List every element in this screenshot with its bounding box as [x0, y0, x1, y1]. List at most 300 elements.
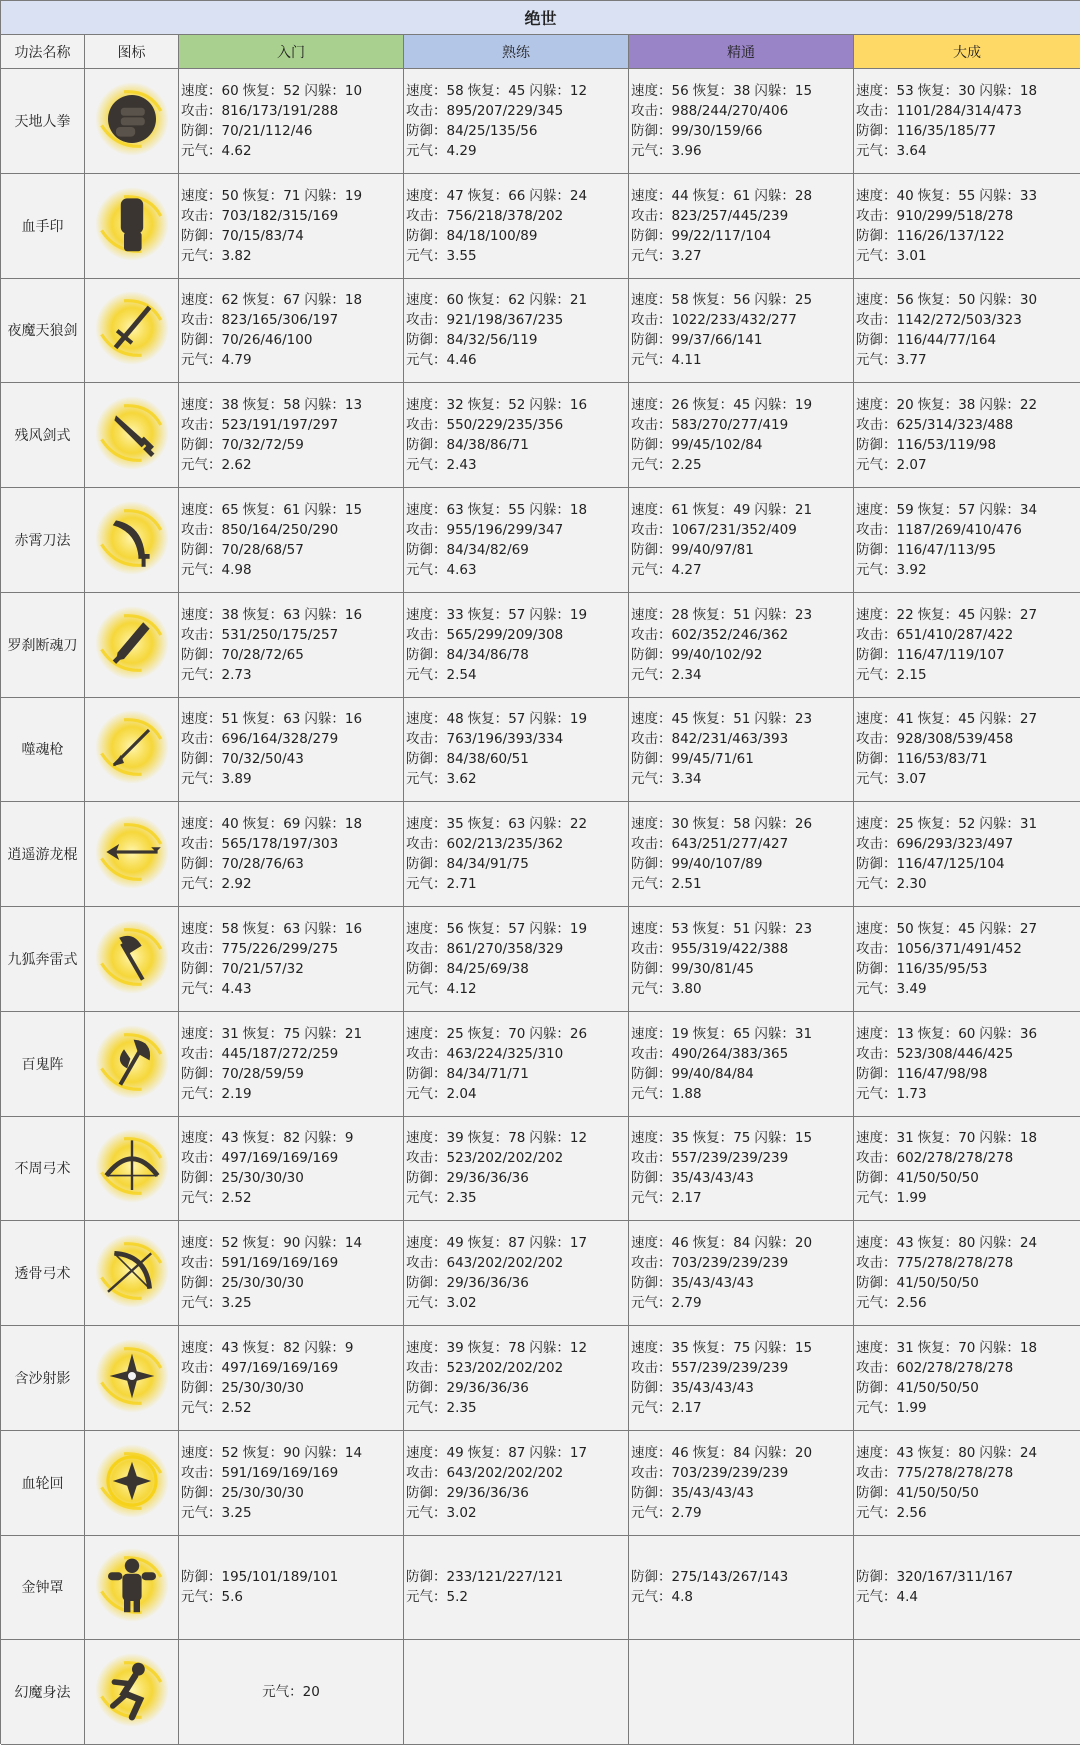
attack-value: 696/164/328/279 [221, 731, 339, 748]
stat-line [856, 500, 1078, 520]
qi-label: 元气： [856, 352, 897, 369]
recover-label: 恢复： [242, 606, 284, 623]
recover-value: 82 [283, 1339, 301, 1356]
defense-value: 41/50/50/50 [896, 1275, 979, 1292]
stat-line [631, 605, 851, 625]
recover-value: 55 [958, 187, 976, 204]
skill-icon-cell [85, 488, 179, 593]
recover-label: 恢复： [467, 1130, 509, 1147]
qi-value: 1.99 [896, 1399, 927, 1416]
stat-line [406, 1567, 626, 1587]
spear-icon [92, 707, 172, 791]
stat-line [406, 769, 626, 789]
stat-line [856, 1273, 1078, 1293]
defense-value: 25/30/30/30 [221, 1379, 304, 1396]
attack-value: 523/202/202/202 [446, 1150, 564, 1167]
dodge-label: 闪躲： [754, 397, 795, 414]
recover-value: 57 [508, 920, 526, 937]
broad-sword-icon [92, 393, 172, 477]
recover-label: 恢复： [692, 1444, 734, 1461]
skill-icon-cell [85, 1326, 179, 1431]
stat-cell-level-1 [179, 698, 404, 803]
defense-value: 70/26/46/100 [221, 332, 313, 349]
speed-value: 22 [896, 606, 914, 623]
recover-value: 61 [283, 501, 301, 518]
qi-value: 3.27 [671, 247, 702, 264]
recover-label: 恢复： [242, 397, 284, 414]
stat-line [181, 625, 401, 645]
stat-line [856, 1338, 1078, 1358]
stat-line [181, 1168, 401, 1188]
attack-value: 602/278/278/278 [896, 1359, 1014, 1376]
defense-value: 84/32/56/119 [446, 332, 538, 349]
dodge-label: 闪躲： [979, 1025, 1020, 1042]
stat-line [631, 1128, 851, 1148]
speed-value: 43 [221, 1339, 239, 1356]
speed-value: 19 [671, 1025, 689, 1042]
qi-value: 3.07 [896, 771, 927, 788]
stat-line [406, 1358, 626, 1378]
skill-name: 金钟罩 [1, 1536, 85, 1641]
stat-line [856, 226, 1078, 246]
defense-value: 70/28/59/59 [221, 1065, 304, 1082]
dodge-value: 18 [569, 501, 588, 518]
qi-label: 元气： [631, 666, 672, 683]
qi-label: 元气： [406, 1504, 447, 1521]
stat-line [631, 101, 851, 121]
stat-line [631, 1443, 851, 1463]
attack-value: 775/278/278/278 [896, 1464, 1014, 1481]
recover-label: 恢复： [692, 920, 734, 937]
speed-value: 44 [671, 187, 689, 204]
speed-label: 速度： [181, 82, 222, 99]
stat-line [406, 1293, 626, 1313]
defense-value: 70/28/72/65 [221, 646, 304, 663]
dodge-label: 闪躲： [529, 1339, 570, 1356]
recover-label: 恢复： [917, 1444, 959, 1461]
attack-value: 643/202/202/202 [446, 1255, 564, 1272]
recover-label: 恢复： [467, 501, 509, 518]
stat-line [856, 141, 1078, 161]
qi-label: 元气： [406, 561, 447, 578]
stat-line [856, 1024, 1078, 1044]
qi-value: 4.98 [221, 561, 252, 578]
stat-line [631, 1503, 851, 1523]
stat-line [856, 1358, 1078, 1378]
attack-label: 攻击： [856, 731, 897, 748]
recover-label: 恢复： [692, 187, 734, 204]
qi-label: 元气： [181, 247, 222, 264]
stat-line [406, 645, 626, 665]
defense-label: 防御： [181, 1379, 222, 1396]
stat-line [406, 834, 626, 854]
defense-value: 99/40/84/84 [671, 1065, 754, 1082]
stat-cell-level-3 [629, 1326, 854, 1431]
stat-line [631, 1358, 851, 1378]
stat-line [856, 1188, 1078, 1208]
dodge-value: 17 [569, 1444, 588, 1461]
stat-line [406, 605, 626, 625]
attack-label: 攻击： [631, 1150, 672, 1167]
stat-line [181, 749, 401, 769]
speed-label: 速度： [181, 816, 222, 833]
defense-value: 35/43/43/43 [671, 1170, 754, 1187]
dodge-label: 闪躲： [529, 82, 570, 99]
attack-label: 攻击： [856, 1045, 897, 1062]
defense-value: 99/30/81/45 [671, 960, 754, 977]
recover-label: 恢复： [467, 1444, 509, 1461]
stat-line [856, 834, 1078, 854]
recover-label: 恢复： [467, 606, 509, 623]
defense-value: 99/40/102/92 [671, 646, 763, 663]
stat-cell-level-3 [629, 69, 854, 174]
qi-label: 元气： [406, 876, 447, 893]
qi-label: 元气： [181, 1295, 222, 1312]
dodge-value: 12 [569, 82, 588, 99]
qi-label: 元气： [856, 876, 897, 893]
stat-cell-level-4 [854, 698, 1080, 803]
speed-value: 31 [896, 1339, 914, 1356]
speed-label: 速度： [856, 187, 897, 204]
attack-label: 攻击： [406, 417, 447, 434]
speed-label: 速度： [406, 1444, 447, 1461]
stat-line [856, 605, 1078, 625]
speed-label: 速度： [406, 816, 447, 833]
stat-cell-level-4 [854, 1221, 1080, 1326]
qi-value: 4.63 [446, 561, 477, 578]
stat-line [631, 709, 851, 729]
recover-label: 恢复： [467, 292, 509, 309]
speed-value: 58 [446, 82, 464, 99]
attack-label: 攻击： [631, 417, 672, 434]
qi-value: 2.35 [446, 1190, 477, 1207]
qi-label: 元气： [181, 876, 222, 893]
defense-label: 防御： [631, 1275, 672, 1292]
stat-cell-level-2 [404, 698, 629, 803]
stat-line [181, 919, 401, 939]
defense-value: 84/38/86/71 [446, 437, 529, 454]
skill-icon-cell [85, 383, 179, 488]
stat-line [406, 310, 626, 330]
speed-value: 25 [896, 816, 914, 833]
skill-name: 幻魔身法 [1, 1640, 85, 1745]
stat-line [631, 226, 851, 246]
dodge-label: 闪躲： [529, 1235, 570, 1252]
speed-label: 速度： [856, 1130, 897, 1147]
stat-line [856, 1463, 1078, 1483]
defense-value: 275/143/267/143 [671, 1569, 789, 1586]
qi-label: 元气： [631, 142, 672, 159]
defense-label: 防御： [406, 227, 447, 244]
stat-line [181, 605, 401, 625]
defense-label: 防御： [856, 1379, 897, 1396]
recover-value: 57 [508, 606, 526, 623]
stat-line [856, 1044, 1078, 1064]
stat-line [631, 310, 851, 330]
recover-label: 恢复： [692, 1235, 734, 1252]
speed-value: 41 [896, 711, 914, 728]
dodge-label: 闪躲： [529, 1025, 570, 1042]
skill-icon-cell [85, 593, 179, 698]
stat-line [181, 665, 401, 685]
stat-cell-level-1 [179, 383, 404, 488]
defense-value: 116/44/77/164 [896, 332, 997, 349]
attack-value: 816/173/191/288 [221, 102, 339, 119]
stat-line [181, 729, 401, 749]
dodge-value: 22 [569, 816, 588, 833]
defense-value: 84/25/135/56 [446, 122, 538, 139]
stat-line [631, 206, 851, 226]
qi-value: 2.54 [446, 666, 477, 683]
skill-icon-cell [85, 1640, 179, 1745]
defense-label: 防御： [856, 960, 897, 977]
defense-value: 84/38/60/51 [446, 751, 529, 768]
stat-line [181, 395, 401, 415]
stat-line [406, 729, 626, 749]
recover-label: 恢复： [242, 1444, 284, 1461]
recover-label: 恢复： [242, 501, 284, 518]
dodge-label: 闪躲： [529, 1130, 570, 1147]
stat-cell-level-3 [629, 1431, 854, 1536]
stat-line [181, 874, 401, 894]
defense-value: 116/47/119/107 [896, 646, 1005, 663]
skill-name: 罗刹断魂刀 [1, 593, 85, 698]
speed-label: 速度： [181, 1339, 222, 1356]
stat-cell-level-4 [854, 1431, 1080, 1536]
speed-label: 速度： [856, 397, 897, 414]
recover-value: 51 [733, 711, 751, 728]
defense-label: 防御： [181, 960, 222, 977]
speed-label: 速度： [856, 292, 897, 309]
qi-value: 3.80 [671, 980, 702, 997]
attack-label: 攻击： [631, 312, 672, 329]
attack-label: 攻击： [631, 102, 672, 119]
stat-line [406, 1503, 626, 1523]
attack-label: 攻击： [631, 1255, 672, 1272]
stat-line [856, 1168, 1078, 1188]
dodge-value: 16 [344, 711, 363, 728]
recover-label: 恢复： [467, 1235, 509, 1252]
stat-line [631, 1338, 851, 1358]
dodge-value: 18 [1019, 1339, 1038, 1356]
attack-value: 1187/269/410/476 [896, 521, 1022, 538]
stat-line [856, 186, 1078, 206]
stat-line [406, 500, 626, 520]
attack-value: 756/218/378/202 [446, 207, 564, 224]
stat-cell-level-1 [179, 1012, 404, 1117]
stat-line [406, 1044, 626, 1064]
recover-value: 75 [283, 1025, 301, 1042]
stat-line [631, 729, 851, 749]
recover-value: 90 [283, 1235, 301, 1252]
speed-value: 43 [896, 1235, 914, 1252]
defense-value: 99/45/102/84 [671, 437, 763, 454]
defense-value: 84/18/100/89 [446, 227, 538, 244]
qi-value: 3.92 [896, 561, 927, 578]
stat-line [181, 939, 401, 959]
attack-label: 攻击： [856, 1464, 897, 1481]
recover-value: 87 [508, 1235, 526, 1252]
dodge-label: 闪躲： [754, 82, 795, 99]
recover-value: 90 [283, 1444, 301, 1461]
speed-label: 速度： [631, 1130, 672, 1147]
defense-label: 防御： [856, 1569, 897, 1586]
stat-line [406, 1463, 626, 1483]
speed-label: 速度： [631, 816, 672, 833]
recover-label: 恢复： [692, 292, 734, 309]
defense-value: 116/53/119/98 [896, 437, 997, 454]
speed-label: 速度： [406, 711, 447, 728]
recover-value: 80 [958, 1235, 976, 1252]
dodge-label: 闪躲： [304, 606, 345, 623]
recover-label: 恢复： [242, 711, 284, 728]
recover-label: 恢复： [917, 816, 959, 833]
attack-label: 攻击： [181, 102, 222, 119]
stat-line [406, 1398, 626, 1418]
stat-cell-level-2 [404, 907, 629, 1012]
stat-cell-level-3 [629, 907, 854, 1012]
attack-value: 763/196/393/334 [446, 731, 564, 748]
stat-line [181, 415, 401, 435]
attack-label: 攻击： [181, 836, 222, 853]
dodge-label: 闪躲： [754, 187, 795, 204]
dodge-value: 21 [569, 292, 588, 309]
recover-label: 恢复： [242, 292, 284, 309]
speed-value: 25 [446, 1025, 464, 1042]
dodge-value: 12 [569, 1130, 588, 1147]
qi-value: 2.56 [896, 1504, 927, 1521]
qi-value: 3.02 [446, 1504, 477, 1521]
defense-value: 84/34/86/78 [446, 646, 529, 663]
speed-value: 50 [896, 920, 914, 937]
recover-value: 63 [283, 606, 301, 623]
running-figure-icon [92, 1650, 172, 1734]
qi-value: 2.30 [896, 876, 927, 893]
recover-value: 45 [958, 920, 976, 937]
stat-line [181, 1483, 401, 1503]
attack-label: 攻击： [406, 1359, 447, 1376]
defense-value: 116/47/98/98 [896, 1065, 988, 1082]
defense-value: 116/35/95/53 [896, 960, 988, 977]
skill-name: 血手印 [1, 174, 85, 279]
defense-value: 41/50/50/50 [896, 1484, 979, 1501]
recover-value: 66 [508, 187, 526, 204]
speed-value: 35 [446, 816, 464, 833]
attack-label: 攻击： [181, 207, 222, 224]
defense-value: 70/28/68/57 [221, 541, 304, 558]
defense-label: 防御： [406, 541, 447, 558]
attack-value: 591/169/169/169 [221, 1255, 339, 1272]
stat-line [856, 435, 1078, 455]
stat-line [631, 1084, 851, 1104]
attack-value: 1067/231/352/409 [671, 521, 797, 538]
recover-label: 恢复： [917, 1235, 959, 1252]
qi-label: 元气： [181, 1589, 222, 1606]
stat-line [181, 226, 401, 246]
speed-value: 43 [896, 1444, 914, 1461]
speed-label: 速度： [406, 1130, 447, 1147]
speed-value: 40 [221, 816, 239, 833]
dodge-label: 闪躲： [754, 711, 795, 728]
stat-line [856, 1148, 1078, 1168]
defense-value: 25/30/30/30 [221, 1484, 304, 1501]
stat-line [631, 1148, 851, 1168]
stat-line [181, 186, 401, 206]
qi-value: 2.19 [221, 1085, 252, 1102]
qi-value: 3.82 [221, 247, 252, 264]
stat-line [181, 455, 401, 475]
defense-value: 99/40/107/89 [671, 856, 763, 873]
dodge-value: 15 [344, 501, 363, 518]
speed-label: 速度： [856, 1025, 897, 1042]
defense-label: 防御： [856, 751, 897, 768]
defense-label: 防御： [181, 751, 222, 768]
speed-value: 48 [446, 711, 464, 728]
speed-value: 47 [446, 187, 464, 204]
recover-label: 恢复： [242, 187, 284, 204]
stat-cell-level-4 [854, 907, 1080, 1012]
stat-line [856, 729, 1078, 749]
stat-line [856, 854, 1078, 874]
recover-label: 恢复： [242, 920, 284, 937]
stat-line [406, 1064, 626, 1084]
defense-label: 防御： [181, 122, 222, 139]
header-name: 功法名称 [1, 35, 85, 69]
dodge-value: 14 [344, 1444, 363, 1461]
recover-label: 恢复： [917, 82, 959, 99]
qi-value: 1.88 [671, 1085, 702, 1102]
qi-label: 元气： [181, 1399, 222, 1416]
recover-value: 57 [958, 501, 976, 518]
recover-label: 恢复： [917, 606, 959, 623]
dodge-value: 18 [344, 816, 363, 833]
stat-line [631, 141, 851, 161]
defense-label: 防御： [631, 1379, 672, 1396]
dodge-label: 闪躲： [304, 711, 345, 728]
stat-line [181, 350, 401, 370]
dodge-value: 17 [569, 1235, 588, 1252]
qi-label: 元气： [406, 142, 447, 159]
qi-value: 4.46 [446, 352, 477, 369]
attack-value: 910/299/518/278 [896, 207, 1014, 224]
stat-line [406, 206, 626, 226]
stat-line [631, 1567, 851, 1587]
defense-value: 35/43/43/43 [671, 1484, 754, 1501]
stat-line [631, 560, 851, 580]
dodge-label: 闪躲： [979, 397, 1020, 414]
stat-line [406, 979, 626, 999]
qi-label: 元气： [631, 1589, 672, 1606]
stat-line [406, 1587, 626, 1607]
speed-label: 速度： [856, 1444, 897, 1461]
dodge-label: 闪躲： [979, 82, 1020, 99]
skill-name: 天地人拳 [1, 69, 85, 174]
recover-value: 60 [958, 1025, 976, 1042]
speed-value: 52 [221, 1444, 239, 1461]
stat-line [406, 246, 626, 266]
stat-line [181, 246, 401, 266]
recover-label: 恢复： [242, 1339, 284, 1356]
attack-value: 703/239/239/239 [671, 1255, 789, 1272]
dodge-value: 33 [1019, 187, 1038, 204]
stat-line [181, 1463, 401, 1483]
attack-label: 攻击： [181, 312, 222, 329]
recover-label: 恢复： [917, 292, 959, 309]
dodge-value: 13 [344, 397, 363, 414]
defense-label: 防御： [181, 1275, 222, 1292]
attack-value: 602/213/235/362 [446, 836, 564, 853]
recover-value: 56 [733, 292, 751, 309]
